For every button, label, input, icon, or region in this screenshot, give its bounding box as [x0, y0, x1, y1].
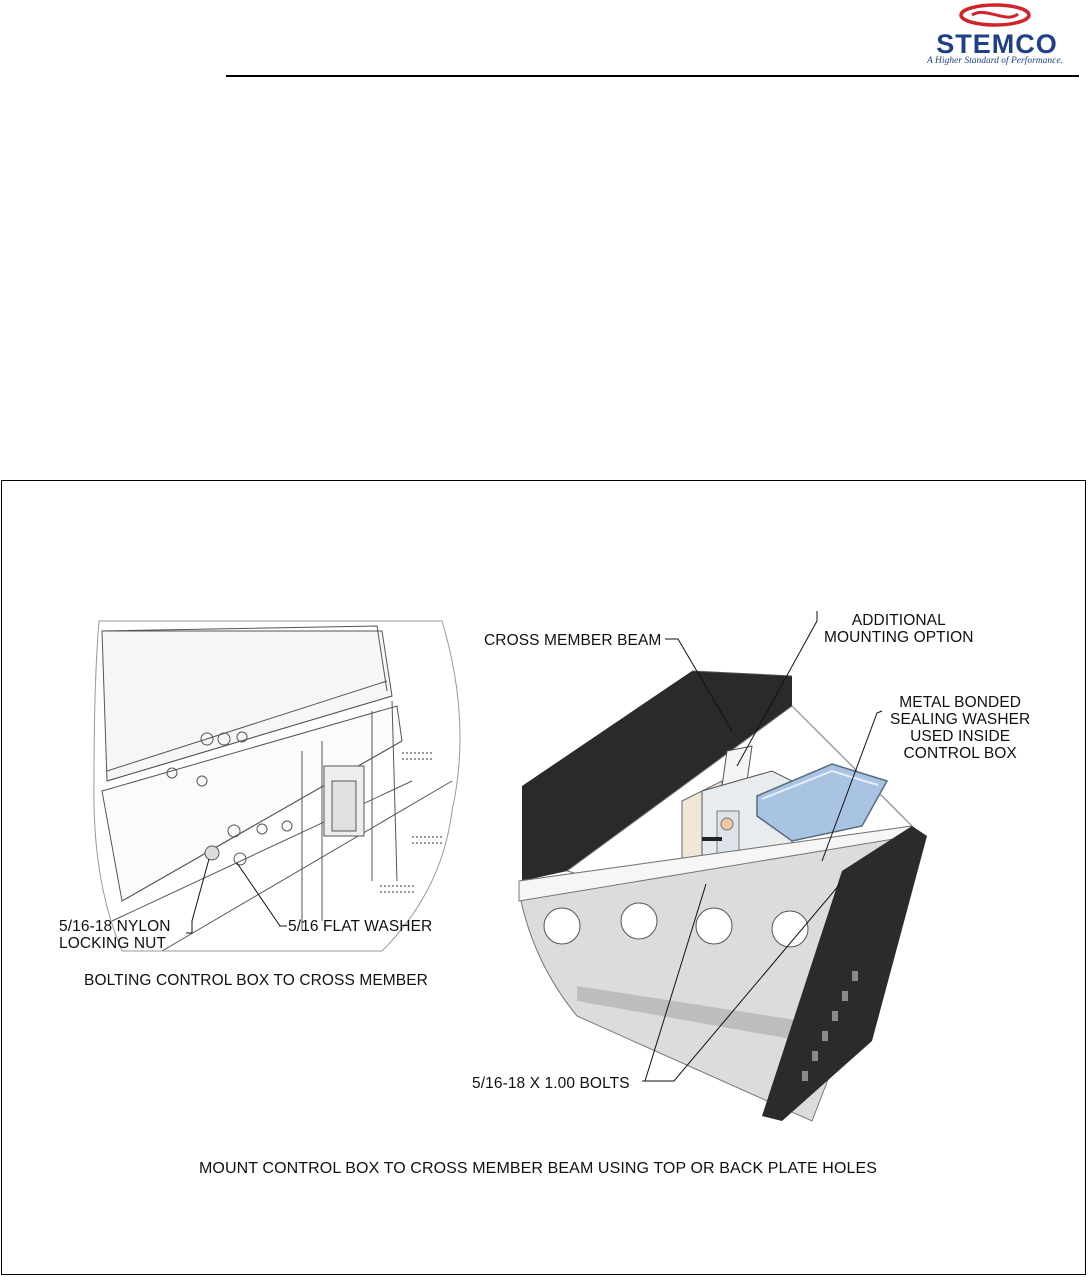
left-detail-caption: BOLTING CONTROL BOX TO CROSS MEMBER — [84, 972, 428, 989]
right-detail-drawing — [519, 671, 927, 1121]
beam-label: CROSS MEMBER BEAM — [484, 632, 662, 649]
left-detail-drawing — [102, 626, 452, 951]
stemco-logo — [906, 2, 1084, 72]
bolts-label: 5/16-18 X 1.00 BOLTS — [472, 1075, 630, 1092]
brand-name: STEMCO — [936, 29, 1058, 59]
nut-label: 5/16-18 NYLON LOCKING NUT — [59, 918, 171, 952]
washer-label: 5/16 FLAT WASHER — [288, 918, 433, 935]
figure-frame — [1, 480, 1086, 1275]
brand-tagline: A Higher Standard of Performance. — [927, 56, 1063, 66]
sealing-washer-label: METAL BONDED SEALING WASHER USED INSIDE CONTROL BOX — [890, 694, 1031, 762]
left-leaders — [186, 859, 287, 933]
header-rule — [226, 75, 1079, 77]
figure-caption: MOUNT CONTROL BOX TO CROSS MEMBER BEAM USING TOP OR BACK PLATE HOLES — [199, 1160, 878, 1177]
option-label: ADDITIONAL MOUNTING OPTION — [824, 612, 974, 646]
installation-illustration — [2, 481, 1087, 1276]
